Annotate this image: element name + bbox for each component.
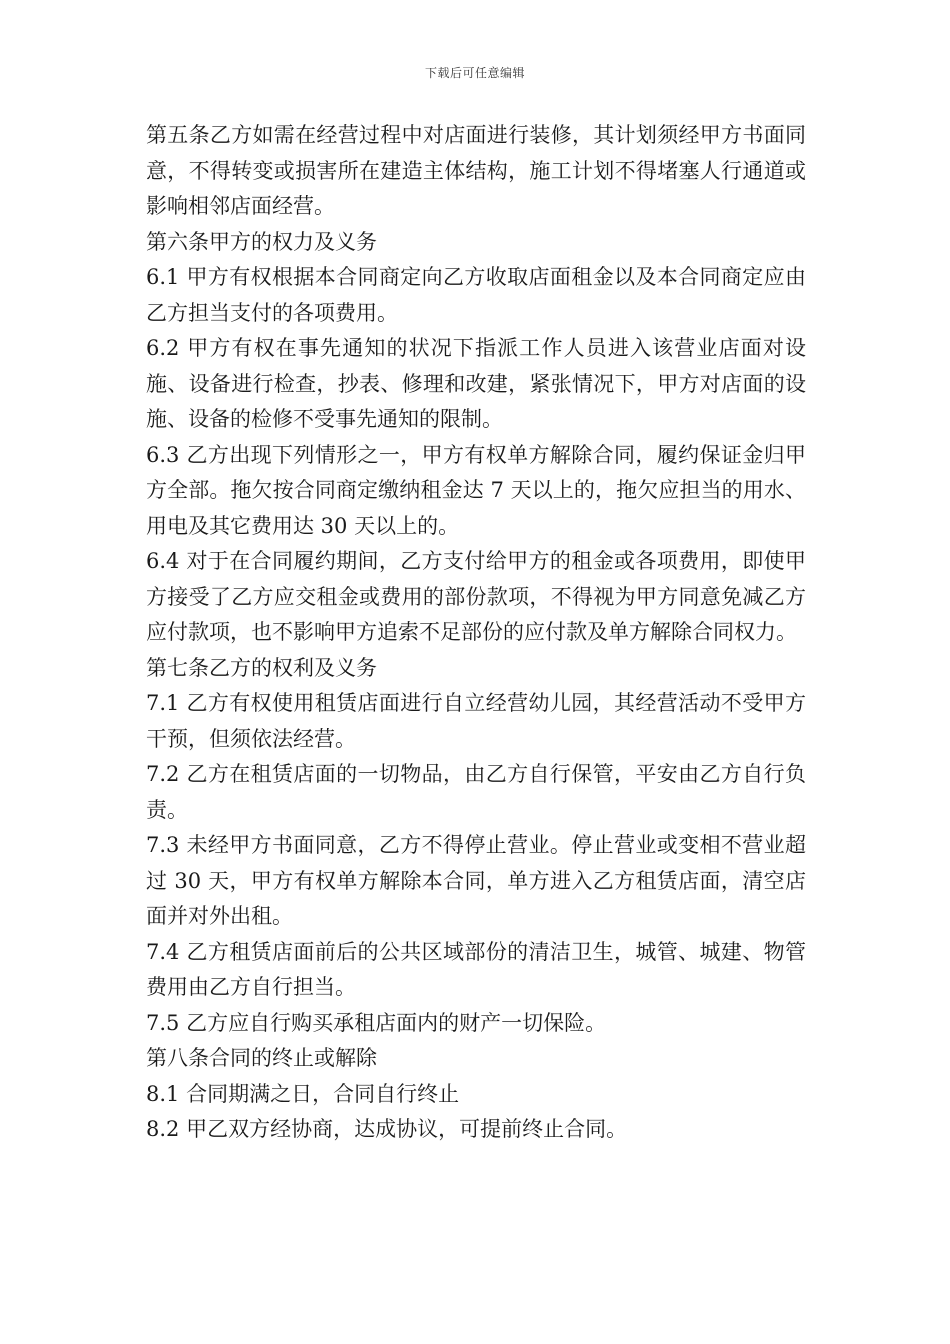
clause-5-paragraph: 第五条乙方如需在经营过程中对店面进行装修，其计划须经甲方书面同意，不得转变或损害所在建造主体结构，施工计划不得堵塞人行通道或影响相邻店面经营。 — [146, 123, 806, 218]
document-body — [146, 118, 806, 1148]
clause-6-heading: 第六条甲方的权力及义务 — [146, 229, 377, 254]
clause-8-1-paragraph: 8.1 合同期满之日，合同自行终止 — [146, 1081, 460, 1106]
clause-7-5-paragraph: 7.5 乙方应自行购买承租店面内的财产一切保险。 — [146, 1010, 607, 1035]
page-header: 下载后可任意编辑 — [424, 66, 525, 80]
clause-6-4-paragraph: 6.4 对于在合同履约期间，乙方支付给甲方的租金或各项费用，即使甲方接受了乙方应交租金或费用的部份款项，不得视为甲方同意免减乙方应付款项，也不影响甲方追索不足部份的应付款及单方解除合同权力。 — [146, 549, 806, 644]
clause-8-heading: 第八条合同的终止或解除 — [146, 1046, 377, 1070]
clause-8-2-paragraph: 8.2 甲乙双方经协商，达成协议，可提前终止合同。 — [146, 1117, 628, 1141]
clause-7-3-paragraph: 7.3 未经甲方书面同意，乙方不得停止营业。停止营业或变相不营业超过 30 天，甲方有权单方解除本合同，单方进入乙方租赁店面，清空店面并对外出租。 — [146, 833, 806, 928]
clause-6-1-paragraph: 6.1 甲方有权根据本合同商定向乙方收取店面租金以及本合同商定应由乙方担当支付的各项费用。 — [146, 265, 806, 325]
clause-6-3-paragraph: 6.3 乙方出现下列情形之一，甲方有权单方解除合同，履约保证金归甲方全部。拖欠按合同商定缴纳租金达 7 天以上的，拖欠应担当的用水、用电及其它费用达 30 天以上的。 — [146, 442, 806, 538]
clause-7-2-paragraph: 7.2 乙方在租赁店面的一切物品，由乙方自行保管，平安由乙方自行负责。 — [146, 762, 806, 822]
clause-6-2-paragraph: 6.2 甲方有权在事先通知的状况下指派工作人员进入该营业店面对设施、设备进行检查，抄表、修理和改建，紧张情况下，甲方对店面的设施、设备的检修不受事先通知的限制。 — [146, 336, 806, 431]
clause-7-4-paragraph: 7.4 乙方租赁店面前后的公共区域部份的清洁卫生，城管、城建、物管费用由乙方自行担当。 — [146, 939, 806, 999]
clause-7-1-paragraph: 7.1 乙方有权使用租赁店面进行自立经营幼儿园，其经营活动不受甲方干预，但须依法经营。 — [146, 691, 806, 751]
clause-7-heading: 第七条乙方的权利及义务 — [146, 655, 377, 680]
